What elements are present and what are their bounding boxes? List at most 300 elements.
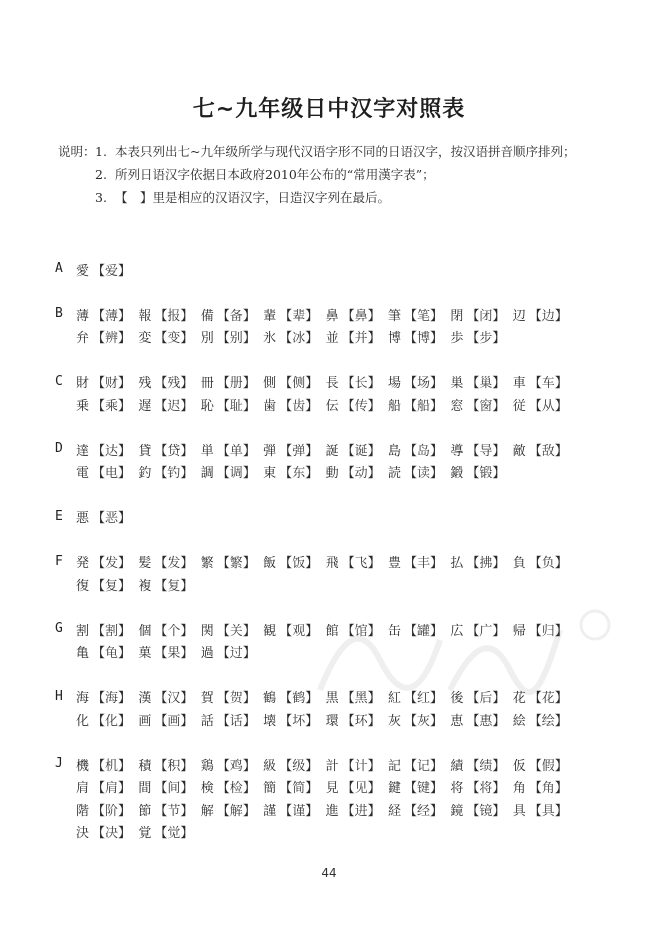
bracket-open: 【 (466, 556, 480, 572)
bracket-open: 【 (466, 331, 480, 347)
japanese-char: 割 (76, 623, 90, 639)
char-pair (388, 620, 450, 639)
char-pair (76, 260, 138, 279)
char-pair (513, 395, 575, 414)
chinese-char: 环 (354, 713, 368, 729)
bracket-close: 】 (118, 758, 132, 774)
japanese-char: 薄 (76, 308, 90, 324)
bracket-open: 【 (279, 713, 293, 729)
bracket-close: 】 (429, 308, 443, 324)
chinese-char: 爱 (105, 263, 119, 279)
chinese-char: 繁 (229, 556, 243, 572)
char-pair (76, 687, 138, 706)
char-pair (326, 755, 388, 774)
bracket-close: 】 (367, 331, 381, 347)
japanese-char: 壊 (263, 713, 277, 729)
chinese-char: 谨 (292, 803, 306, 819)
table-row (76, 258, 138, 281)
bracket-open: 【 (279, 376, 293, 392)
bracket-close: 】 (429, 781, 443, 797)
char-pair (513, 687, 575, 706)
bracket-close: 】 (242, 398, 256, 414)
bracket-close: 】 (305, 331, 319, 347)
chinese-char: 决 (105, 826, 119, 842)
japanese-char: 歯 (263, 398, 277, 414)
letter-group (55, 618, 615, 663)
bracket-open: 【 (528, 758, 542, 774)
bracket-close: 】 (367, 376, 381, 392)
chinese-char: 红 (416, 691, 430, 707)
bracket-open: 【 (403, 398, 417, 414)
bracket-open: 【 (528, 443, 542, 459)
bracket-close: 】 (180, 308, 194, 324)
japanese-char: 車 (512, 376, 526, 392)
japanese-char: 見 (325, 781, 339, 797)
chinese-char: 冰 (292, 331, 306, 347)
char-pair (388, 372, 450, 391)
char-pair (138, 800, 200, 819)
letter-group (55, 371, 615, 416)
bracket-close: 】 (242, 803, 256, 819)
chinese-char: 黑 (354, 691, 368, 707)
char-pair (388, 710, 450, 729)
char-pair (388, 395, 450, 414)
chinese-char: 丰 (416, 556, 430, 572)
japanese-char: 弁 (76, 331, 90, 347)
japanese-char: 導 (450, 443, 464, 459)
group-letter: D (55, 441, 63, 456)
table-row (76, 686, 575, 709)
japanese-char: 貸 (138, 443, 152, 459)
bracket-open: 【 (341, 556, 355, 572)
char-pair (263, 372, 325, 391)
bracket-close: 】 (429, 713, 443, 729)
chinese-char: 闭 (479, 308, 493, 324)
bracket-close: 】 (554, 443, 568, 459)
group-letter: J (55, 756, 63, 771)
bracket-close: 】 (554, 781, 568, 797)
char-pair (138, 642, 200, 661)
bracket-close: 】 (180, 331, 194, 347)
chinese-char: 弹 (292, 443, 306, 459)
chinese-char: 笔 (416, 308, 430, 324)
chinese-char: 飞 (354, 556, 368, 572)
note-item (58, 140, 575, 163)
char-pair (263, 305, 325, 324)
char-pair (76, 372, 138, 391)
group-letter: G (55, 621, 63, 636)
bracket-close: 】 (367, 308, 381, 324)
bracket-open: 【 (216, 713, 230, 729)
letter-group (55, 551, 615, 596)
char-pair (76, 305, 138, 324)
bracket-open: 【 (92, 623, 106, 639)
japanese-char: 鶴 (263, 691, 277, 707)
bracket-open: 【 (154, 376, 168, 392)
japanese-char: 績 (450, 758, 464, 774)
japanese-char: 場 (387, 376, 401, 392)
japanese-char: 級 (263, 758, 277, 774)
bracket-open: 【 (528, 398, 542, 414)
notes-lead: 说明： (58, 144, 96, 159)
bracket-open: 【 (92, 398, 106, 414)
bracket-open: 【 (403, 803, 417, 819)
chinese-char: 齿 (292, 398, 306, 414)
bracket-open: 【 (403, 376, 417, 392)
chinese-char: 鸡 (229, 758, 243, 774)
bracket-close: 】 (180, 781, 194, 797)
japanese-char: 鶏 (200, 758, 214, 774)
letter-group (55, 753, 615, 843)
bracket-open: 【 (216, 308, 230, 324)
bracket-open: 【 (466, 803, 480, 819)
chinese-char: 乘 (105, 398, 119, 414)
chinese-char: 巢 (479, 376, 493, 392)
chinese-char: 恶 (105, 511, 119, 527)
bracket-open: 【 (92, 466, 106, 482)
bracket-close: 】 (554, 691, 568, 707)
bracket-open: 【 (466, 466, 480, 482)
char-pair (201, 552, 263, 571)
bracket-close: 】 (305, 758, 319, 774)
char-pair (326, 440, 388, 459)
char-pair (201, 395, 263, 414)
char-pair (201, 777, 263, 796)
japanese-char: 東 (263, 466, 277, 482)
chinese-char: 进 (354, 803, 368, 819)
japanese-char: 達 (76, 443, 90, 459)
bracket-open: 【 (154, 398, 168, 414)
char-pair (326, 710, 388, 729)
char-pair (263, 327, 325, 346)
chinese-char: 罐 (416, 623, 430, 639)
char-pair (388, 800, 450, 819)
japanese-char: 具 (512, 803, 526, 819)
japanese-char: 菓 (138, 646, 152, 662)
chinese-char: 辨 (105, 331, 119, 347)
bracket-close: 】 (242, 443, 256, 459)
bracket-close: 】 (367, 443, 381, 459)
japanese-char: 乗 (76, 398, 90, 414)
bracket-open: 【 (216, 803, 230, 819)
bracket-close: 】 (118, 578, 132, 594)
page-title: 七~九年级日中汉字对照表 (192, 97, 466, 122)
char-pair (76, 440, 138, 459)
japanese-char: 関 (200, 623, 214, 639)
group-rows (76, 618, 575, 663)
chinese-char: 传 (354, 398, 368, 414)
bracket-close: 】 (118, 803, 132, 819)
bracket-close: 】 (118, 646, 132, 662)
japanese-char: 財 (76, 376, 90, 392)
bracket-close: 】 (305, 691, 319, 707)
japanese-char: 払 (450, 556, 464, 572)
char-pair (138, 462, 200, 481)
bracket-close: 】 (367, 691, 381, 707)
char-pair (326, 800, 388, 819)
bracket-close: 】 (492, 803, 506, 819)
japanese-char: 船 (387, 398, 401, 414)
char-pair (513, 755, 575, 774)
bracket-close: 】 (180, 758, 194, 774)
table-row (76, 753, 575, 776)
char-pair (388, 327, 450, 346)
char-pair (138, 620, 200, 639)
bracket-open: 【 (279, 803, 293, 819)
chinese-char: 键 (416, 781, 430, 797)
notes-section (58, 140, 575, 209)
bracket-open: 【 (341, 803, 355, 819)
japanese-char: 側 (263, 376, 277, 392)
bracket-close: 】 (554, 713, 568, 729)
chinese-char: 迟 (167, 398, 181, 414)
chinese-char: 镜 (479, 803, 493, 819)
bracket-open: 【 (466, 691, 480, 707)
bracket-open: 【 (341, 398, 355, 414)
letter-group (55, 258, 615, 281)
char-pair (450, 395, 512, 414)
japanese-char: 残 (138, 376, 152, 392)
group-rows (76, 258, 138, 281)
bracket-open: 【 (154, 466, 168, 482)
japanese-char: 負 (512, 556, 526, 572)
japanese-char: 弾 (263, 443, 277, 459)
table-row (76, 708, 575, 731)
note-text: 【 】里是相应的汉语汉字，日造汉字列在最后。 (115, 190, 391, 205)
japanese-char: 館 (325, 623, 339, 639)
bracket-close: 】 (367, 713, 381, 729)
chinese-char: 复 (105, 578, 119, 594)
japanese-char: 動 (325, 466, 339, 482)
japanese-char: 窓 (450, 398, 464, 414)
bracket-open: 【 (528, 781, 542, 797)
bracket-close: 】 (429, 376, 443, 392)
chinese-char: 坏 (292, 713, 306, 729)
char-pair (513, 620, 575, 639)
char-pair (513, 305, 575, 324)
chinese-char: 负 (541, 556, 555, 572)
char-pair (138, 395, 200, 414)
char-pair (263, 620, 325, 639)
chinese-char: 岛 (416, 443, 430, 459)
japanese-char: 筆 (387, 308, 401, 324)
chinese-char: 调 (229, 466, 243, 482)
char-pair (450, 777, 512, 796)
chinese-char: 诞 (354, 443, 368, 459)
japanese-char: 仮 (512, 758, 526, 774)
bracket-open: 【 (279, 466, 293, 482)
bracket-open: 【 (279, 308, 293, 324)
chinese-char: 备 (229, 308, 243, 324)
bracket-open: 【 (216, 398, 230, 414)
char-pair (201, 620, 263, 639)
chinese-char: 辈 (292, 308, 306, 324)
char-pair (326, 395, 388, 414)
bracket-open: 【 (403, 466, 417, 482)
chinese-char: 复 (167, 578, 181, 594)
char-pair (388, 552, 450, 571)
chinese-char: 间 (167, 781, 181, 797)
note-text: 所列日语汉字依据日本政府2010年公布的“常用漢字表”； (115, 167, 435, 182)
chinese-char: 长 (354, 376, 368, 392)
bracket-close: 】 (242, 376, 256, 392)
bracket-open: 【 (403, 556, 417, 572)
group-rows (76, 371, 575, 416)
japanese-char: 過 (200, 646, 214, 662)
table-row (76, 393, 575, 416)
japanese-char: 簡 (263, 781, 277, 797)
chinese-char: 画 (167, 713, 181, 729)
bracket-open: 【 (216, 781, 230, 797)
bracket-close: 】 (180, 556, 194, 572)
letter-group (55, 506, 615, 529)
chinese-char: 导 (479, 443, 493, 459)
bracket-close: 】 (429, 466, 443, 482)
char-pair (263, 777, 325, 796)
japanese-char: 恥 (200, 398, 214, 414)
chinese-char: 割 (105, 623, 119, 639)
bracket-open: 【 (216, 646, 230, 662)
char-pair (138, 777, 200, 796)
char-pair (326, 327, 388, 346)
chinese-char: 角 (541, 781, 555, 797)
japanese-char: 変 (138, 331, 152, 347)
bracket-open: 【 (154, 781, 168, 797)
bracket-close: 】 (492, 308, 506, 324)
bracket-open: 【 (341, 623, 355, 639)
group-letter: A (55, 261, 63, 276)
bracket-close: 】 (429, 331, 443, 347)
char-pair (450, 327, 512, 346)
chinese-char: 绩 (479, 758, 493, 774)
japanese-char: 冊 (200, 376, 214, 392)
group-letter: B (55, 306, 63, 321)
japanese-char: 遅 (138, 398, 152, 414)
page-number: 44 (321, 866, 337, 880)
char-pair (450, 440, 512, 459)
japanese-char: 個 (138, 623, 152, 639)
chinese-char: 拂 (479, 556, 493, 572)
char-pair (201, 440, 263, 459)
bracket-open: 【 (216, 623, 230, 639)
char-pair (450, 462, 512, 481)
japanese-char: 漢 (138, 691, 152, 707)
chinese-char: 变 (167, 331, 181, 347)
bracket-close: 】 (305, 443, 319, 459)
japanese-char: 化 (76, 713, 90, 729)
chinese-char: 过 (229, 646, 243, 662)
japanese-char: 飛 (325, 556, 339, 572)
bracket-close: 】 (180, 578, 194, 594)
chinese-char: 车 (541, 376, 555, 392)
japanese-char: 解 (200, 803, 214, 819)
japanese-char: 後 (450, 691, 464, 707)
japanese-char: 長 (325, 376, 339, 392)
bracket-close: 】 (554, 758, 568, 774)
char-pair (450, 800, 512, 819)
chinese-char: 观 (292, 623, 306, 639)
bracket-open: 【 (154, 556, 168, 572)
char-pair (201, 305, 263, 324)
bracket-open: 【 (92, 758, 106, 774)
bracket-open: 【 (341, 758, 355, 774)
char-pair (263, 552, 325, 571)
bracket-close: 】 (429, 398, 443, 414)
char-pair (263, 462, 325, 481)
chinese-char: 船 (416, 398, 430, 414)
bracket-open: 【 (154, 308, 168, 324)
bracket-close: 】 (492, 331, 506, 347)
bracket-close: 】 (429, 758, 443, 774)
char-pair (326, 552, 388, 571)
japanese-char: 単 (200, 443, 214, 459)
bracket-close: 】 (180, 623, 194, 639)
bracket-close: 】 (492, 443, 506, 459)
japanese-char: 決 (76, 826, 90, 842)
bracket-close: 】 (305, 556, 319, 572)
chinese-char: 绘 (541, 713, 555, 729)
bracket-close: 】 (118, 376, 132, 392)
bracket-close: 】 (492, 376, 506, 392)
japanese-char: 報 (138, 308, 152, 324)
bracket-open: 【 (528, 803, 542, 819)
bracket-open: 【 (528, 691, 542, 707)
char-pair (263, 800, 325, 819)
bracket-close: 】 (367, 781, 381, 797)
chinese-char: 节 (167, 803, 181, 819)
char-pair (76, 800, 138, 819)
bracket-open: 【 (279, 623, 293, 639)
chinese-char: 广 (479, 623, 493, 639)
char-pair (201, 755, 263, 774)
bracket-close: 】 (180, 443, 194, 459)
bracket-open: 【 (154, 826, 168, 842)
japanese-char: 肩 (76, 781, 90, 797)
char-pair (138, 710, 200, 729)
japanese-char: 飯 (263, 556, 277, 572)
japanese-char: 角 (512, 781, 526, 797)
char-pair (76, 552, 138, 571)
bracket-close: 】 (554, 623, 568, 639)
bracket-close: 】 (242, 758, 256, 774)
japanese-char: 従 (512, 398, 526, 414)
chinese-char: 步 (479, 331, 493, 347)
char-pair (450, 620, 512, 639)
bracket-close: 】 (367, 623, 381, 639)
bracket-open: 【 (466, 781, 480, 797)
chinese-char: 见 (354, 781, 368, 797)
bracket-close: 】 (242, 466, 256, 482)
bracket-open: 【 (216, 466, 230, 482)
chinese-char: 将 (479, 781, 493, 797)
japanese-char: 並 (325, 331, 339, 347)
table-row (76, 821, 575, 844)
bracket-close: 】 (118, 556, 132, 572)
group-rows (76, 551, 575, 596)
bracket-close: 】 (242, 623, 256, 639)
bracket-close: 】 (367, 803, 381, 819)
bracket-close: 】 (429, 691, 443, 707)
bracket-close: 】 (492, 623, 506, 639)
bracket-close: 】 (492, 758, 506, 774)
bracket-close: 】 (554, 398, 568, 414)
japanese-char: 環 (325, 713, 339, 729)
japanese-char: 巣 (450, 376, 464, 392)
chinese-char: 解 (229, 803, 243, 819)
char-pair (201, 687, 263, 706)
chinese-char: 锻 (479, 466, 493, 482)
chinese-char: 惠 (479, 713, 493, 729)
